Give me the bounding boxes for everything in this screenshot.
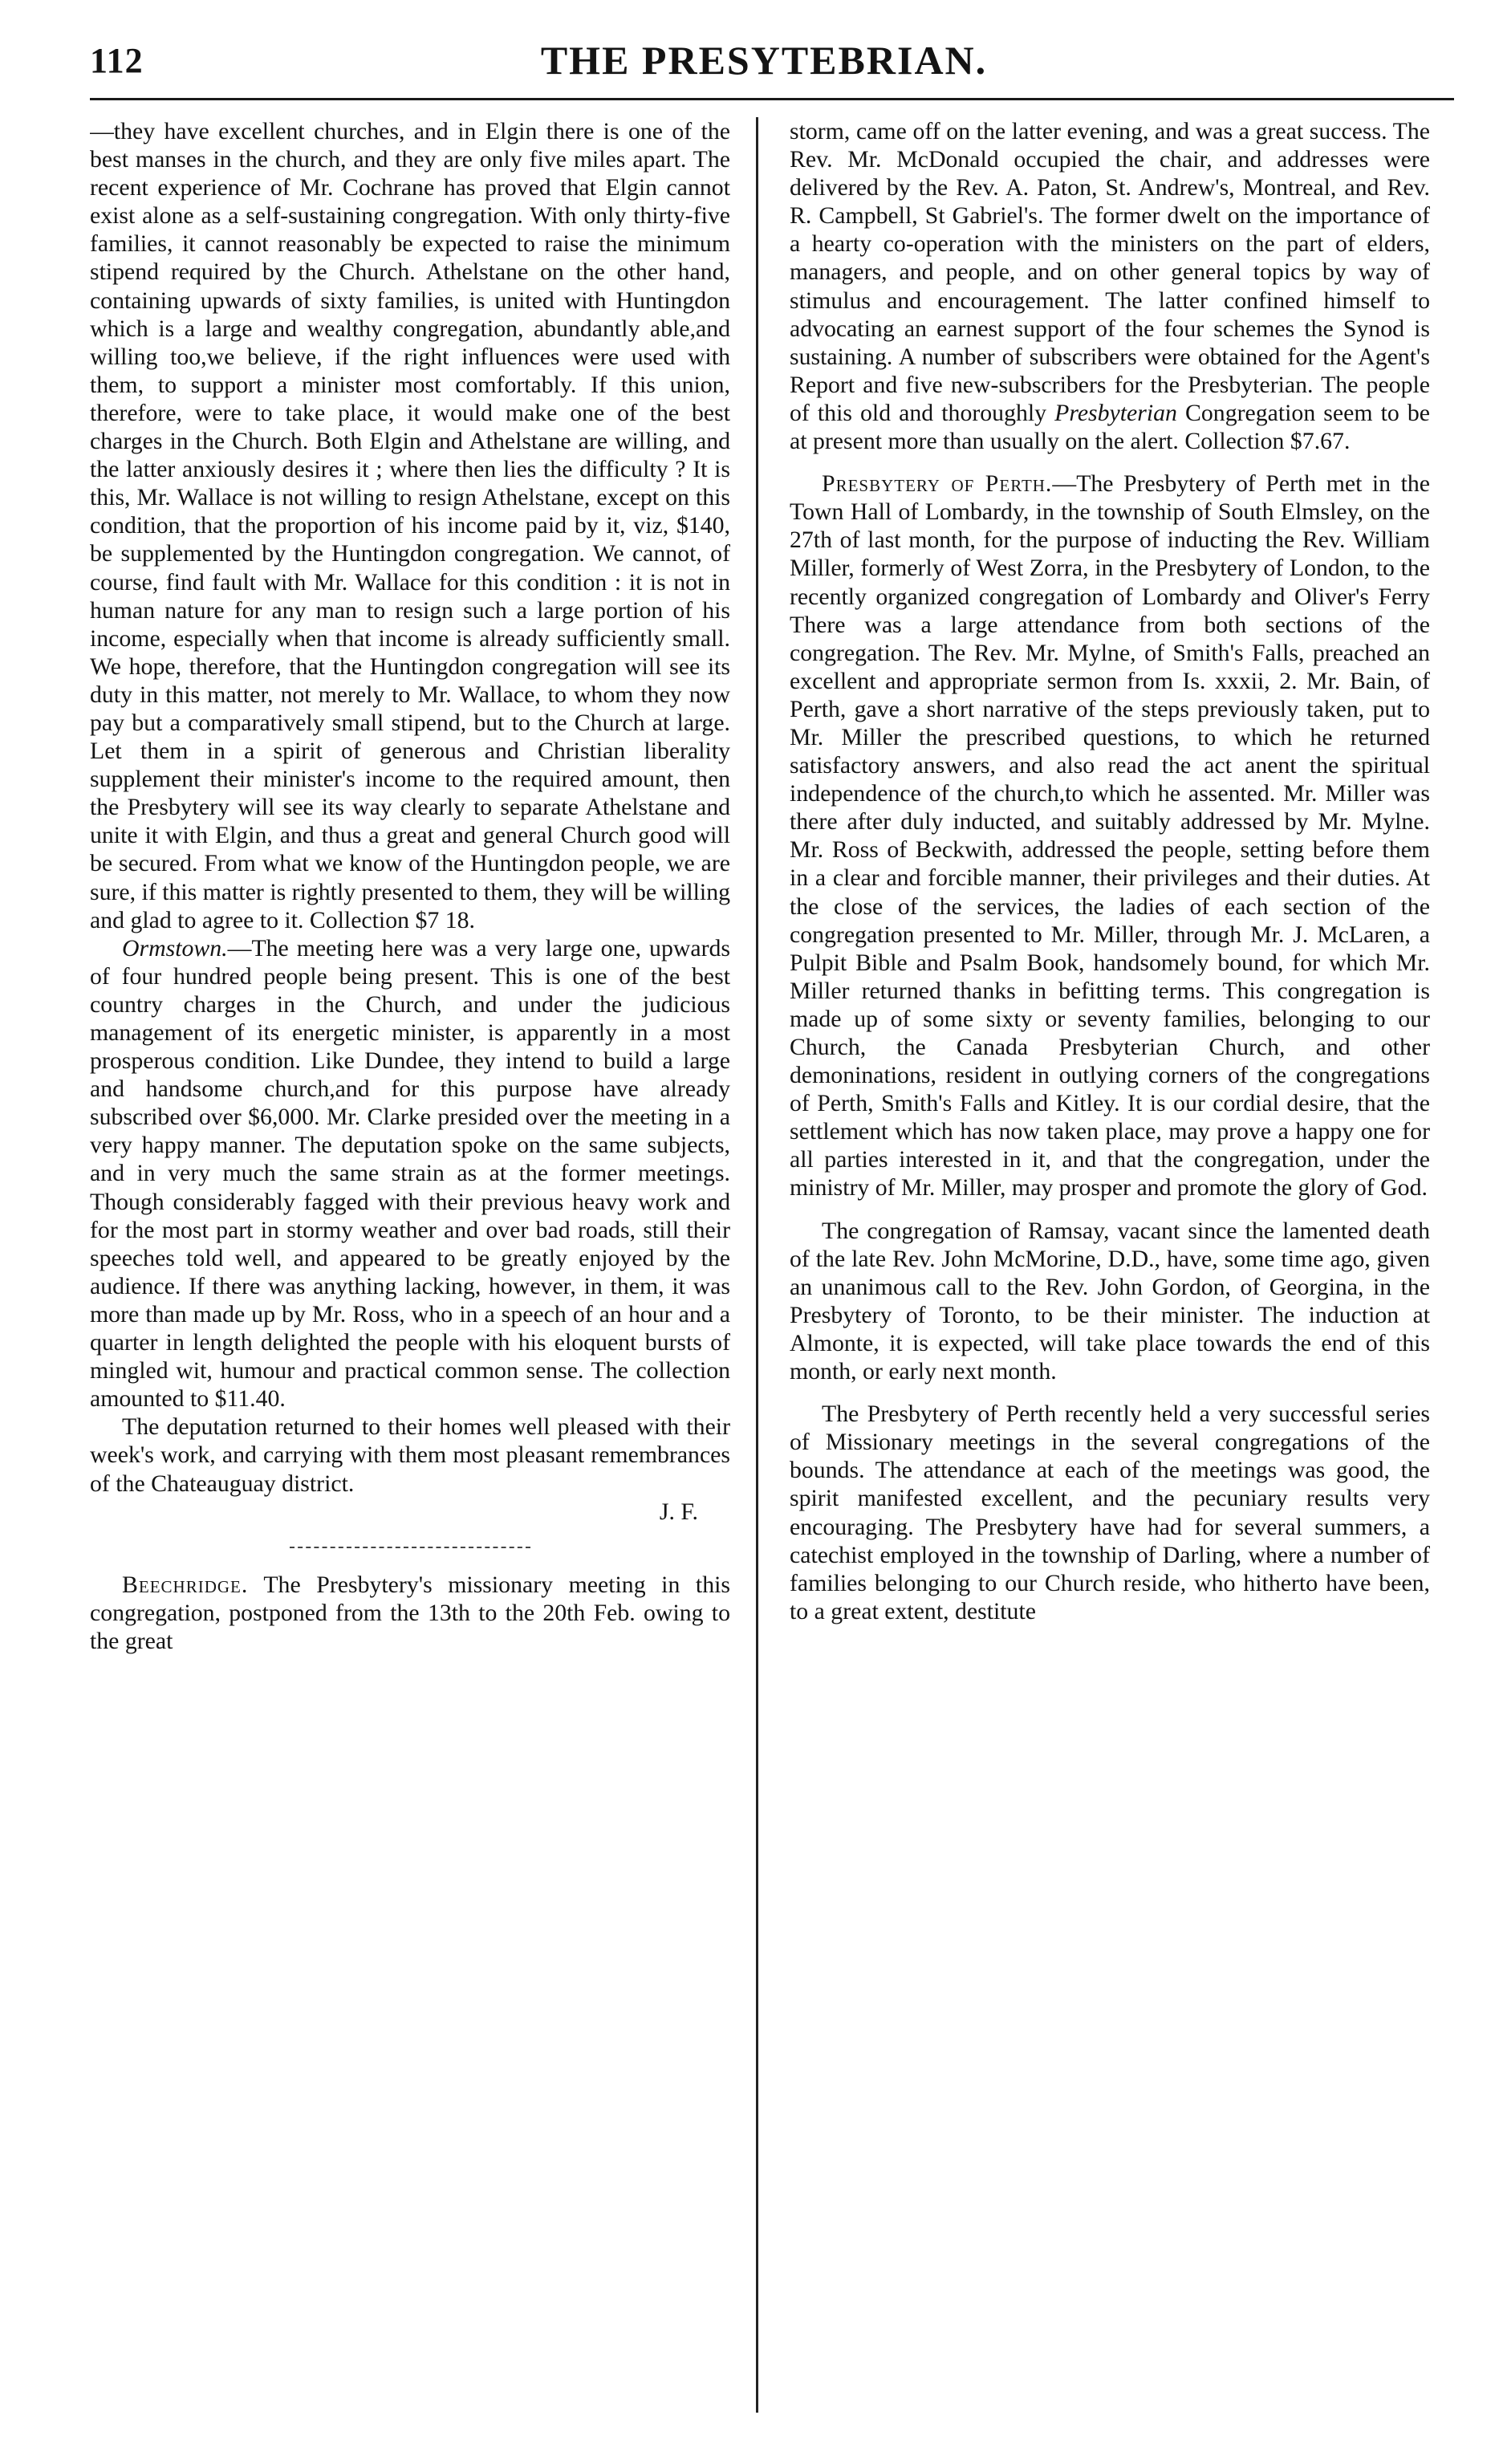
beechridge-text: The Presbytery's missionary meeting in this congregation, postponed from the 13th to the 20th Feb. owing to the great (90, 1571, 730, 1654)
masthead-title: THE PRESYTEBRIAN. (540, 38, 988, 83)
right-paragraph-perth (790, 470, 1430, 1202)
column-divider (756, 117, 758, 2413)
page-header (90, 35, 1438, 91)
left-column (90, 117, 730, 2437)
beechridge-cont-text: storm, came off on the latter evening, and was a great success. The Rev. Mr. McDonald occupied the chair, and addresses were delivered by the Rev. A. Paton, St. Andrew's, Montreal, and Rev. R. Campbell, St Gabriel's. The former dwelt on the importance of a hearty co-operation with the ministers on the part of elders, managers, and people, and on other general topics by way of stimulus and encouragement. The latter confined himself to advocating an earnest support of the four schemes the Synod is sustaining. A number of subscribers were obtained for the Agent's Report and five new-subscribers for the Presbyterian. The people of this old and thoroughly (790, 118, 1430, 426)
left-paragraph-beechridge (90, 1571, 730, 1655)
beechridge-cont-end: Congregation seem to be at present more than usually on the alert. Collection $7.67. (790, 399, 1430, 455)
right-paragraph-ramsay: The congregation of Ramsay, vacant since the lamented death of the late Rev. John McMorine, D.D., have, some time ago, given an unanimous call to the Rev. John Gordon, of Georgina, in the Presbytery of Toronto, to be their minister. The induction at Almonte, it is expected, will take place towards the end of this month, or early next month. (790, 1217, 1430, 1385)
signature-row (90, 1498, 730, 1526)
left-paragraph-deputation: The deputation returned to their homes well pleased with their week's work, and carrying with them most pleasant remembrances of the Chateauguay district. (90, 1413, 730, 1497)
right-paragraph-beechridge-cont (790, 117, 1430, 455)
page-number: 112 (90, 41, 144, 80)
ormstown-label: Ormstown. (122, 934, 228, 962)
presbyterian-italic: Presbyterian (1054, 399, 1177, 426)
section-separator (290, 1547, 530, 1548)
beechridge-label: Beechridge. (122, 1571, 249, 1598)
right-column (790, 117, 1430, 2437)
left-paragraph-elgin: —they have excellent churches, and in Elgin there is one of the best manses in the church, and they are only five miles apart. The recent experience of Mr. Cochrane has proved that Elgin cannot exist alone as a self-sustaining congregation. With only thirty-five families, it cannot reasonably be expected to raise the minimum stipend required by the Church. Athelstane on the other hand, containing upwards of sixty families, is united with Huntingdon which is a large and wealthy congregation, abundantly able,and willing too,we believe, if the right influences were used with them, to support a minister most comfortably. If this union, therefore, were to take place, it would make one of the best charges in the Church. Both Elgin and Athelstane are willing, and the latter anxiously desires it ; where then lies the difficulty ? It is this, Mr. Wallace is not willing to resign Athelstane, except on this condition, that the proportion of his income paid by it, viz, $140, be supplemented by the Huntingdon congregation. We cannot, of course, find fault with Mr. Wallace for this condition : it is not in human nature for any man to resign such a large portion of his income, especially when that income is already sufficiently small. We hope, therefore, that the Huntingdon congregation will see its duty in this matter, not merely to Mr. Wallace, to whom they now pay but a comparatively small stipend, but to the Church at large. Let them in a spirit of generous and Christian liberality supplement their minister's income to the required amount, then the Presbytery will see its way clearly to separate Athelstane and unite it with Elgin, and thus a great and general Church good will be secured. From what we know of the Huntingdon people, we are sure, if this matter is rightly presented to them, they will be willing and glad to agree to it. Collection $7 18. (90, 118, 730, 933)
signature: J. F. (659, 1498, 698, 1525)
perth-text: —The Presbytery of Perth met in the Town Hall of Lombardy, in the township of South Elmsley, on the 27th of last month, for the purpose of inducting the Rev. William Miller, formerly of West Zorra, in the Presbytery of London, to the recently organized congregation of Lombardy and Oliver's Ferry There was a large attendance from both sections of the congregation. The Rev. Mr. Mylne, of Smith's Falls, preached an excellent and appropriate sermon from Is. xxxii, 2. Mr. Bain, of Perth, gave a short narrative of the steps previously taken, put to Mr. Miller the prescribed questions, to which he returned satisfactory answers, and also read the act anent the spiritual independence of the church,to which he assented. Mr. Miller was there after duly inducted, and suitably addressed by Mr. Mylne. Mr. Ross of Beckwith, addressed the people, setting before them in a clear and forcible manner, their privileges and their duties. At the close of the services, the ladies of each section of the congregation presented to Mr. Miller, through Mr. J. McLaren, a Pulpit Bible and Psalm Book, handsomely bound, for which Mr. Miller returned thanks in befitting terms. This congregation is made up of some sixty or seventy families, belonging to our Church, the Canada Presbyterian Church, and other demoninations, resident in outlying corners of the congregations of Perth, Smith's Falls and Kitley. It is our cordial desire, that the settlement which has now taken place, may prove a happy one for all parties interested in it, and that the congregation, under the ministry of Mr. Miller, may prosper and promote the glory of God. (790, 470, 1430, 1202)
right-paragraph-missionary: The Presbytery of Perth recently held a very successful series of Missionary meetings in the several congregations of the bounds. The attendance at each of the meetings was good, the spirit manifested excellent, and the pecuniary results very encouraging. The Presbytery have had for several summers, a catechist employed in the township of Darling, where a number of families belonging to our Church reside, who hitherto have been, to a great extent, destitute (790, 1401, 1430, 1624)
ormstown-text: —The meeting here was a very large one, upwards of four hundred people being present. This is one of the best country charges in the Church, and under the judicious management of its energetic minister, is apparently in a most prosperous condition. Like Dundee, they intend to build a large and handsome church,and for this purpose have already subscribed over $6,000. Mr. Clarke presided over the meeting in a very happy manner. The deputation spoke on the same subjects, and in very much the same strain as at the former meetings. Though considerably fagged with their previous heavy work and for the most part in stormy weather and over bad roads, still their speeches told well, and appeared to be greatly enjoyed by the audience. If there was anything lacking, however, in them, it was more than made up by Mr. Ross, who in a speech of an hour and a quarter in length delighted the people with his eloquent bursts of mingled wit, humour and practical common sense. The collection amounted to $11.40. (90, 934, 730, 1413)
header-rule (90, 98, 1454, 100)
perth-label: Presbytery of Perth. (822, 470, 1053, 498)
left-paragraph-ormstown (90, 934, 730, 1413)
